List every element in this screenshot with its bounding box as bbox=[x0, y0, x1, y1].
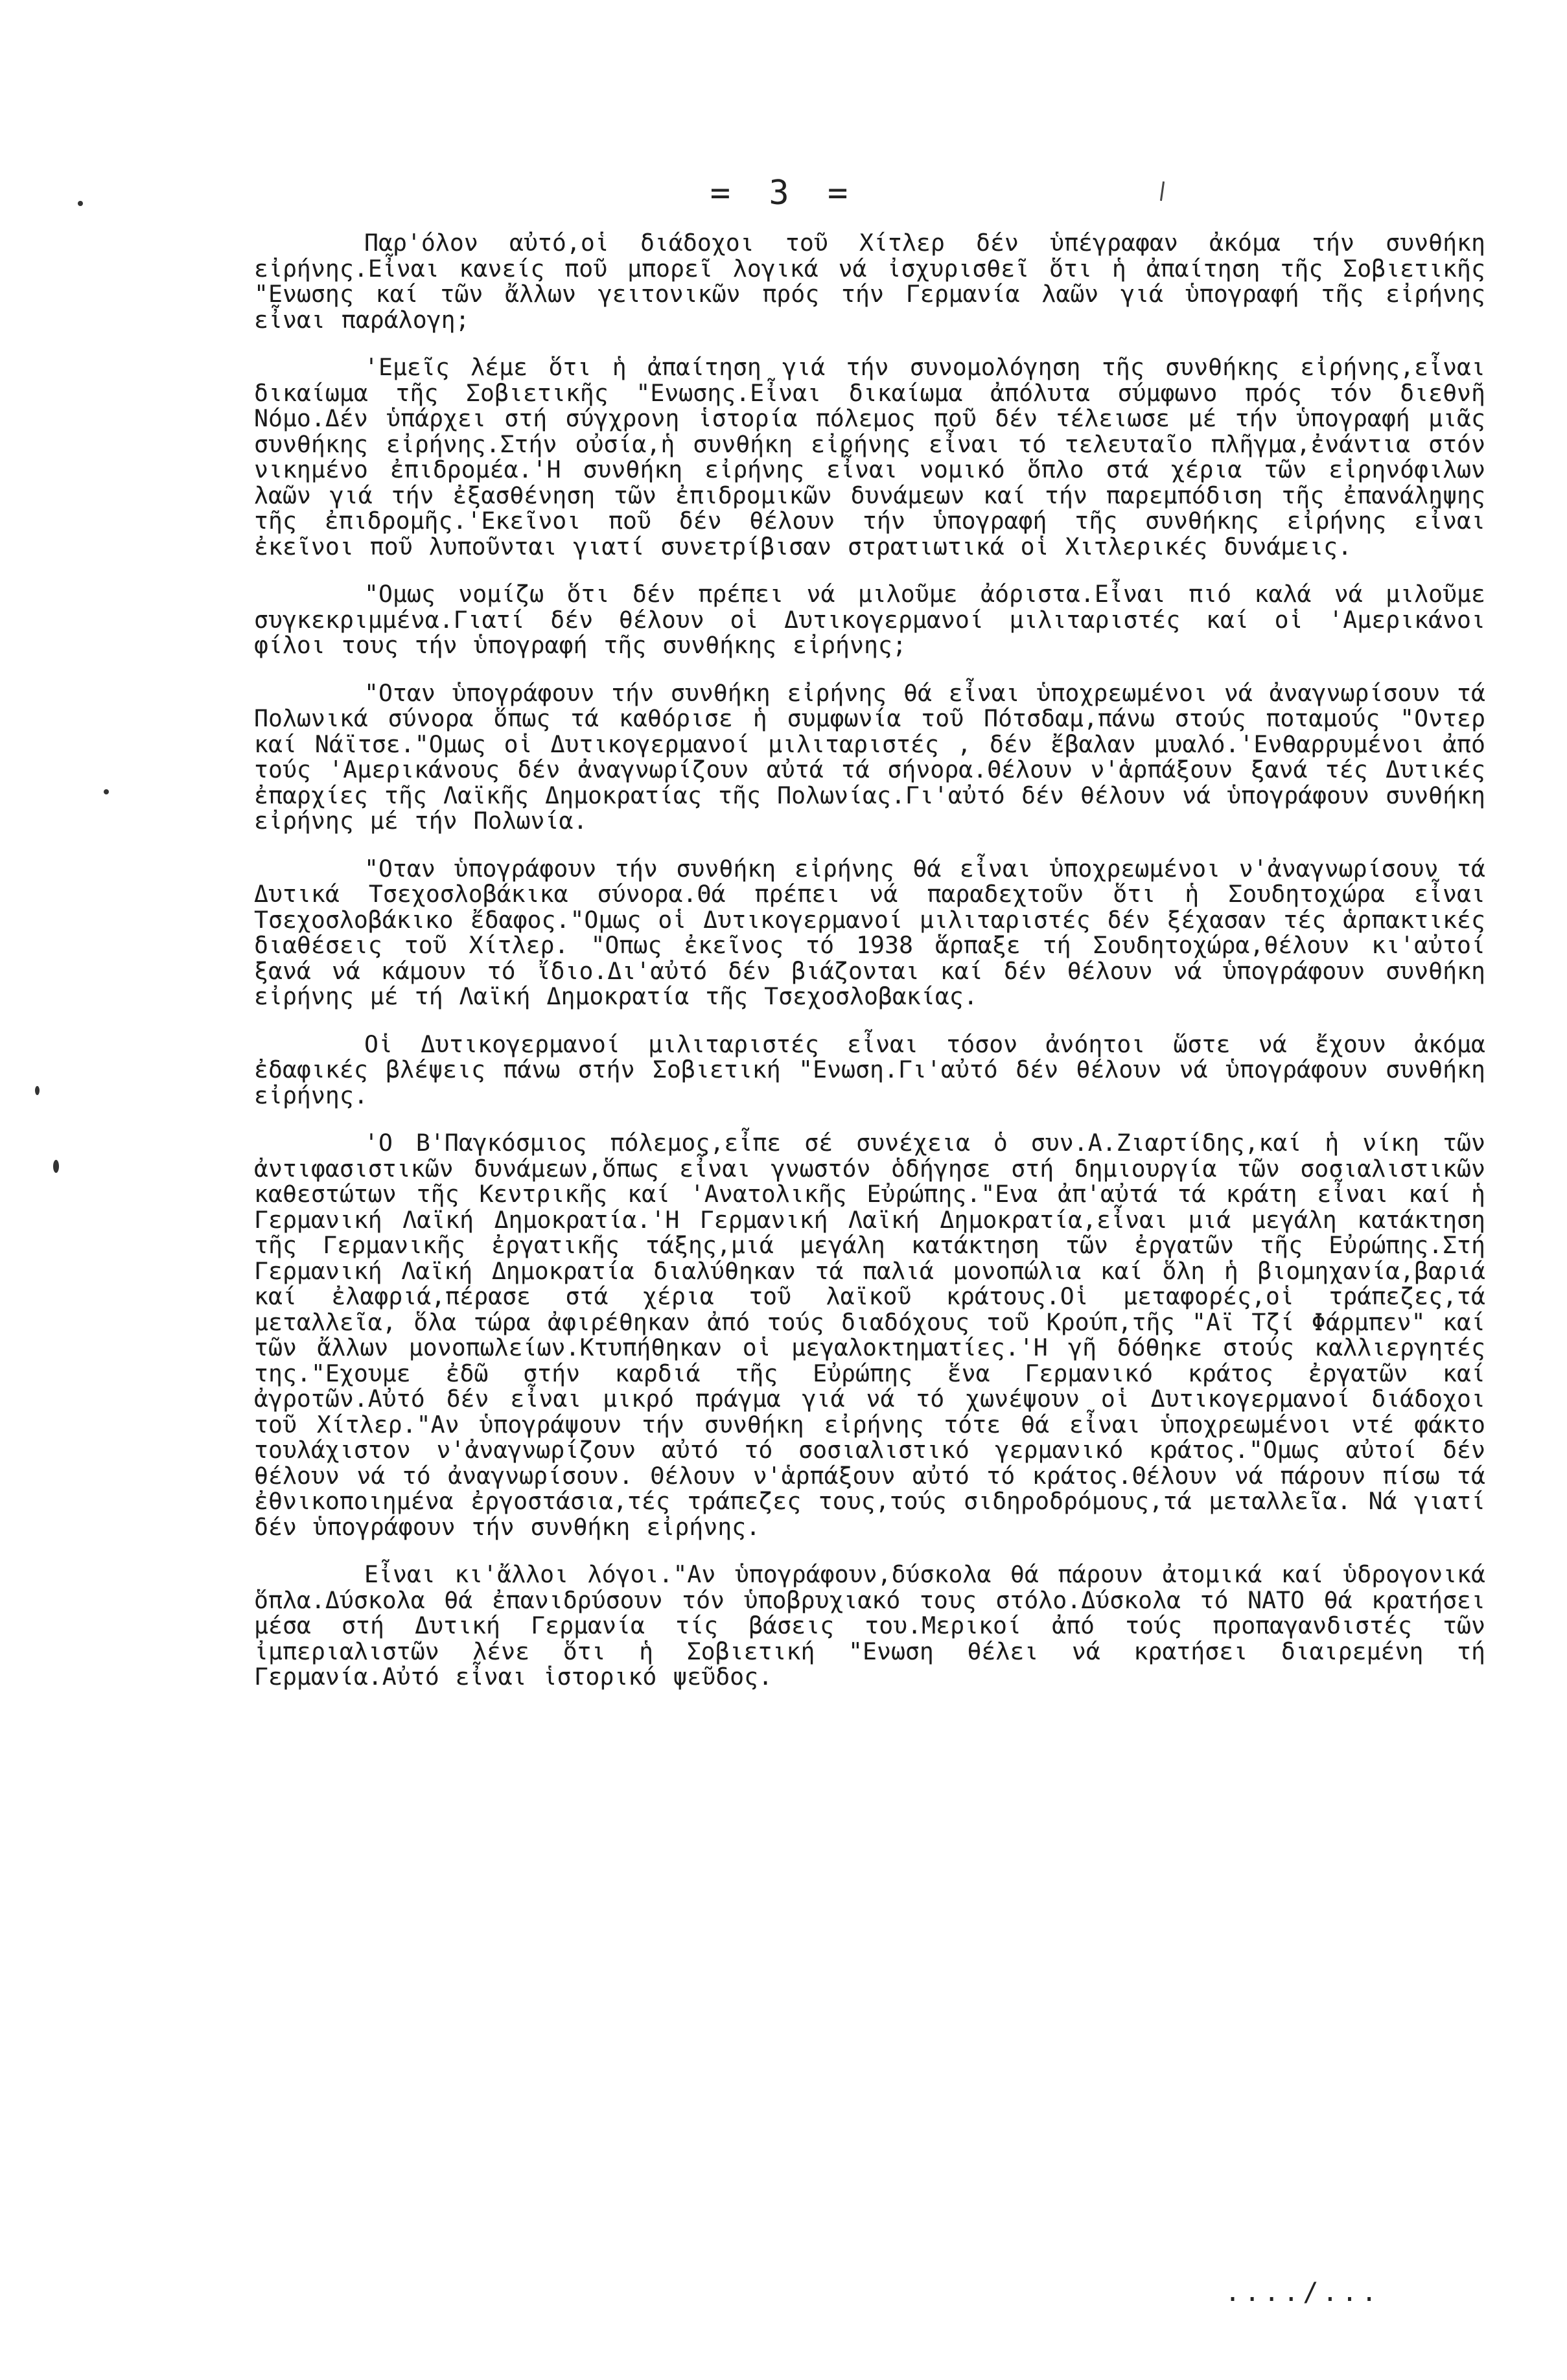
paragraph-6: Οἱ Δυτικογερμανοί μιλιταριστές εἶναι τόσον ἀνόητοι ὥστε νά ἔχουν ἀκόμα ἐδαφικές βλέψεις πάνω στήν Σοβιετική "Ενωση.Γι'αὐτό δέν θέλουν νά ὑπογράφουν συνθήκη εἰρήνης. bbox=[254, 1030, 1485, 1109]
paragraph-5: "Οταν ὑπογράφουν τήν συνθήκη εἰρήνης θά εἶναι ὑποχρεωμένοι ν'ἀναγνωρίσουν τά Δυτικά Τσεχοσλοβάκικα σύνορα.Θά πρέπει νά παραδεχτοῦν ὅτι ἡ Σουδητοχώρα εἶναι Τσεχοσλοβάκικο ἔδαφος."Ομως οἱ Δυτικογερμανοί μιλιταριστές δέν ξέχασαν τές ἁρπακτικές διαθέσεις τοῦ Χίτλερ. "Οπως ἐκεῖνος τό 1938 ἅρπαξε τή Σουδητοχώρα,θέλουν κι'αὐτοί ξανά νά κάμουν τό ἴδιο.Δι'αὐτό δέν βιάζονται καί δέν θέλουν νά ὑπογράφουν συνθήκη εἰρήνης μέ τή Λαϊκή Δημοκρατία τῆς Τσεχοσλοβακίας. bbox=[254, 854, 1485, 1010]
paragraph-8: Εἶναι κι'ἄλλοι λόγοι."Αν ὑπογράφουν,δύσκολα θά πάρουν ἀτομικά καί ὑδρογονικά ὅπλα.Δύσκολα θά ἐπανιδρύσουν τόν ὑποβρυχιακό τους στόλο.Δύσκολα τό ΝΑΤΟ θά κρατήσει μέσα στή Δυτική Γερμανία τίς βάσεις του.Μερικοί ἀπό τούς προπαγανδιστές τῶν ἰμπεριαλιστῶν λένε ὅτι ἡ Σοβιετική "Ενωση θέλει νά κρατήσει διαιρεμένη τή Γερμανία.Αὐτό εἶναι ἱστορικό ψεῦδος. bbox=[254, 1560, 1485, 1691]
margin-speck bbox=[78, 201, 83, 206]
document-body bbox=[254, 230, 1485, 1712]
paragraph-7: 'Ο Β'Παγκόσμιος πόλεμος,εἶπε σέ συνέχεια ὁ συν.Α.Ζιαρτίδης,καί ἡ νίκη τῶν ἀντιφασιστικῶν δυνάμεων,ὅπως εἶναι γνωστόν ὁδήγησε στή δημιουργία τῶν σοσιαλιστικῶν καθεστώτων τῆς Κεντρικῆς καί 'Ανατολικῆς Εὐρώπης."Ενα ἀπ'αὐτά τά κράτη εἶναι καί ἡ Γερμανική Λαϊκή Δημοκρατία.'Η Γερμανική Λαϊκή Δημοκρατία,εἶναι μιά μεγάλη κατάκτηση τῆς Γερμανικῆς ἐργατικῆς τάξης,μιά μεγάλη κατάκτηση τῶν ἐργατῶν τῆς Εὐρώπης.Στή Γερμανική Λαϊκή Δημοκρατία διαλύθηκαν τά παλιά μονοπώλια καί ὅλη ἡ βιομηχανία,βαριά καί ἐλαφριά,πέρασε στά χέρια τοῦ λαϊκοῦ κράτους.Οἱ μεταφορές,οἱ τράπεζες,τά μεταλλεῖα, ὅλα τώρα ἀφιρέθηκαν ἀπό τούς διαδόχους τοῦ Κρούπ,τῆς "Αϊ Τζί Φάρμπεν" καί τῶν ἄλλων μονοπωλείων.Κτυπήθηκαν οἱ μεγαλοκτηματίες.'Η γῆ δόθηκε στούς καλλιεργητές της."Εχουμε ἐδῶ στήν καρδιά τῆς Εὐρώπης ἕνα Γερμανικό κράτος ἐργατῶν καί ἀγροτῶν.Αὐτό δέν εἶναι μικρό πράγμα γιά νά τό χωνέψουν οἱ Δυτικογερμανοί διάδοχοι τοῦ Χίτλερ."Αν ὑπογράψουν τήν συνθήκη εἰρήνης τότε θά εἶναι ὑποχρεωμένοι ντέ φάκτο τουλάχιστον ν'ἀναγνωρίζουν αὐτό τό σοσιαλιστικό γερμανικό κράτος."Ομως αὐτοί δέν θέλουν νά τό ἀναγνωρίσουν. Θέλουν ν'ἁρπάξουν αὐτό τό κράτος.Θέλουν νά πάρουν πίσω τά ἐθνικοποιημένα ἐργοστάσια,τές τράπεζες τους,τούς σιδηροδρόμους,τά μεταλλεῖα. Νά γιατί δέν ὑπογράφουν τήν συνθήκη εἰρήνης. bbox=[254, 1129, 1485, 1541]
paragraph-3: "Ομως νομίζω ὅτι δέν πρέπει νά μιλοῦμε ἀόριστα.Εἶναι πιό καλά νά μιλοῦμε συγκεκριμμένα.Γιατί δέν θέλουν οἱ Δυτικογερμανοί μιλιταριστές καί οἱ 'Αμερικάνοι φίλοι τους τήν ὑπογραφή τῆς συνθήκης εἰρήνης; bbox=[254, 580, 1485, 659]
paragraph-1: Παρ'όλον αὐτό,οἱ διάδοχοι τοῦ Χίτλερ δέν ὑπέγραφαν ἀκόμα τήν συνθήκη εἰρήνης.Εἶναι κανείς ποῦ μπορεῖ λογικά νά ἰσχυρισθεῖ ὅτι ἡ ἀπαίτηση τῆς Σοβιετικῆς "Ενωσης καί τῶν ἄλλων γειτονικῶν πρός τήν Γερμανία λαῶν γιά ὑπογραφή τῆς εἰρήνης εἶναι παράλογη; bbox=[254, 229, 1485, 334]
paragraph-4: "Οταν ὑπογράφουν τήν συνθήκη εἰρήνης θά εἶναι ὑποχρεωμένοι νά ἀναγνωρίσουν τά Πολωνικά σύνορα ὅπως τά καθόρισε ἡ συμφωνία τοῦ Πότσδαμ,πάνω στούς ποταμούς "Οντερ καί Νάϊτσε."Ομως οἱ Δυτικογερμανοί μιλιταριστές , δέν ἔβαλαν μυαλό.'Ενθαρρυμένοι ἀπό τούς 'Αμερικάνους δέν ἀναγνωρίζουν αὐτά τά σήνορα.Θέλουν ν'ἁρπάξουν ξανά τές Δυτικές ἐπαρχίες τῆς Λαϊκῆς Δημοκρατίας τῆς Πολωνίας.Γι'αὐτό δέν θέλουν νά ὑπογράφουν συνθήκη εἰρήνης μέ τήν Πολωνία. bbox=[254, 678, 1485, 835]
page-number: = 3 = bbox=[710, 174, 857, 213]
margin-speck bbox=[104, 789, 109, 794]
margin-speck bbox=[35, 1086, 40, 1095]
paragraph-2: 'Εμεῖς λέμε ὅτι ἡ ἀπαίτηση γιά τήν συνομολόγηση τῆς συνθήκης εἰρήνης,εἶναι δικαίωμα τῆς Σοβιετικῆς "Ενωσης.Εἶναι δικαίωμα ἀπόλυτα σύμφωνο πρός τόν διεθνῆ Νόμο.Δέν ὑπάρχει στή σύγχρονη ἱστορία πόλεμος ποῦ δέν τέλειωσε μέ τήν ὑπογραφή μιᾶς συνθήκης εἰρήνης.Στήν οὐσία,ἡ συνθήκη εἰρήνης εἶναι τό τελευταῖο πλῆγμα,ἐνάντια στόν νικημένο ἐπιδρομέα.'Η συνθήκη εἰρήνης εἶναι νομικό ὅπλο στά χέρια τῶν εἰρηνόφιλων λαῶν γιά τήν ἐξασθένηση τῶν ἐπιδρομικῶν δυνάμεων καί τήν παρεμπόδιση τῆς ἐπανάληψης τῆς ἐπιδρομῆς.'Εκεῖνοι ποῦ δέν θέλουν τήν ὑπογραφή τῆς συνθήκης εἰρήνης εἶναι ἐκεῖνοι ποῦ λυποῦνται γιατί συνετρίβισαν στρατιωτικά οἱ Χιτλερικές δυνάμεις. bbox=[254, 353, 1485, 560]
continuation-mark: ..../... bbox=[1225, 2278, 1381, 2307]
margin-speck bbox=[53, 1160, 59, 1173]
